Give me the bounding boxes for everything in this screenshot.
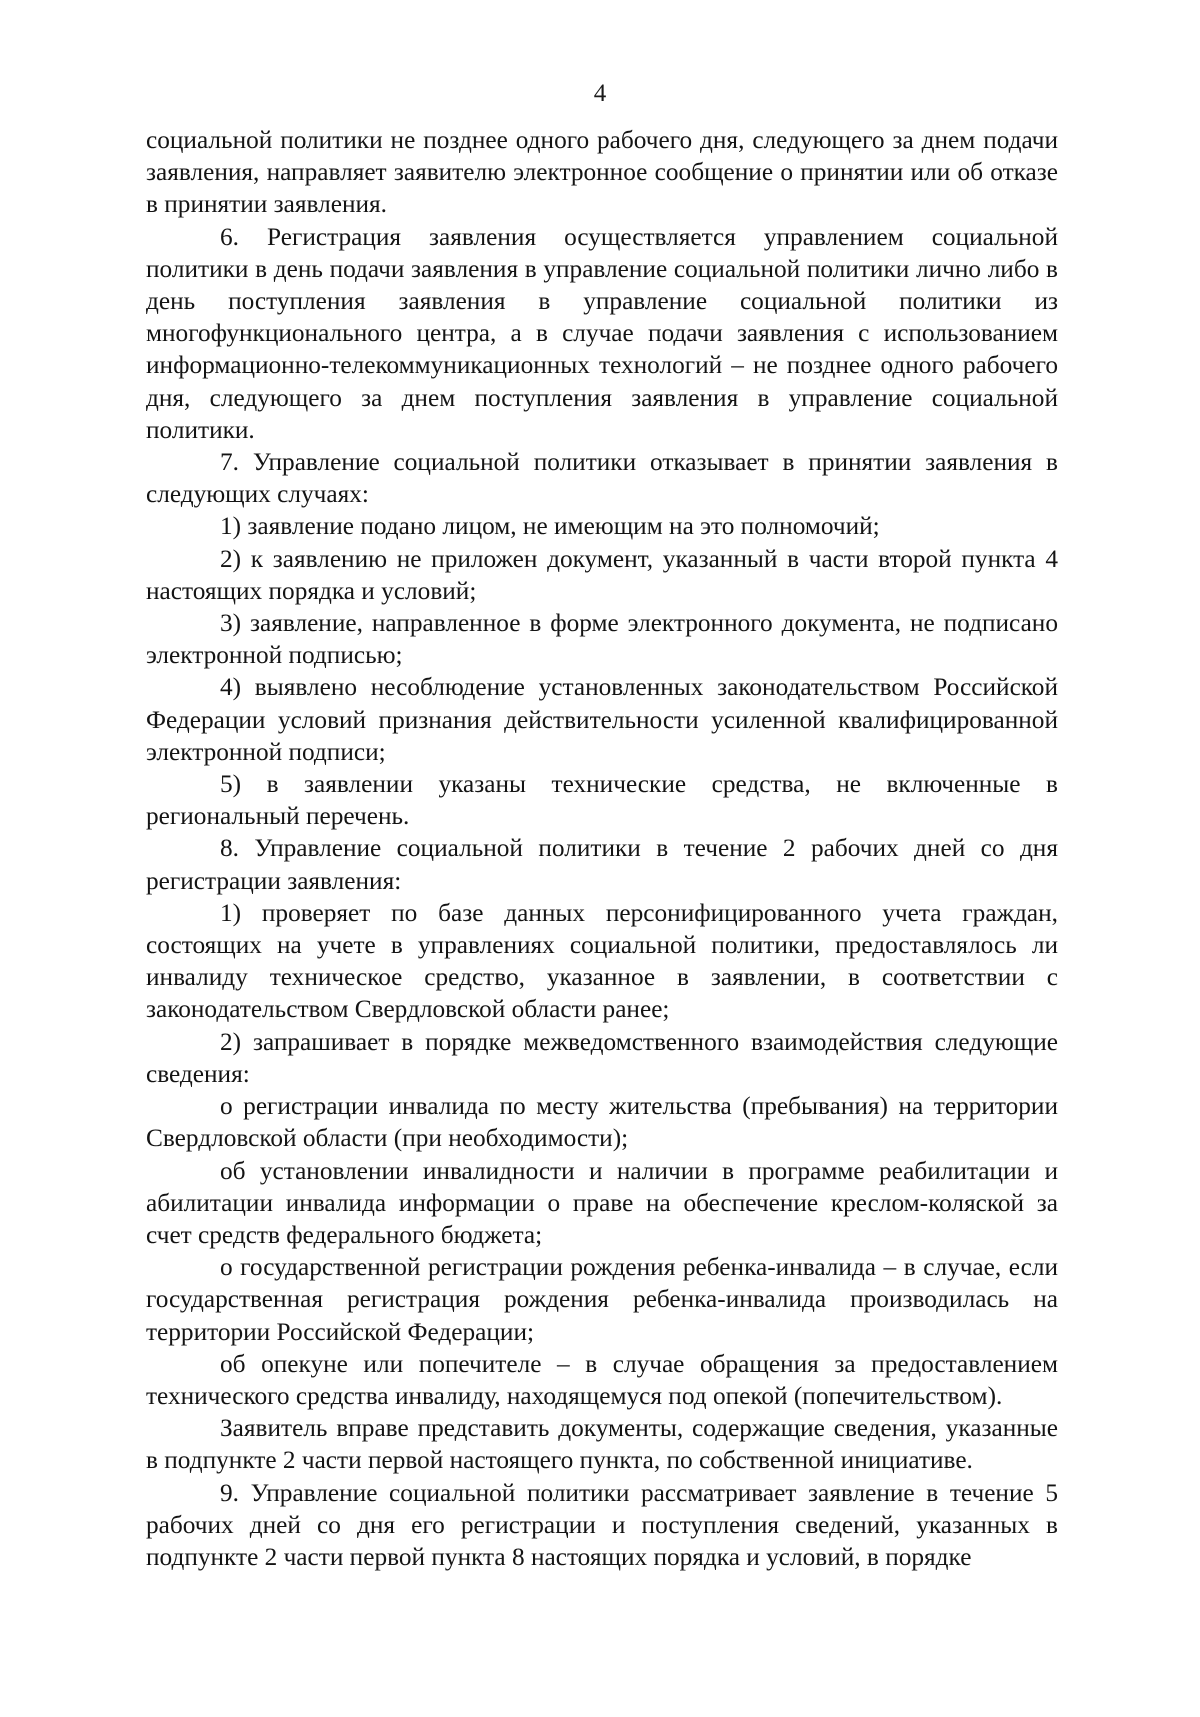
paragraph-applicant-right: Заявитель вправе представить документы, содержащие сведения, указанные в подпункте 2 части первой настоящего пункта, по собственной инициативе.	[146, 1414, 1058, 1475]
paragraph-item-8-2-disability: об установлении инвалидности и наличии в программе реабилитации и абилитации инвалида информации о праве на обеспечение креслом-коляской за счет средств федерального бюджета;	[146, 1156, 1058, 1249]
paragraph-item-7: 7. Управление социальной политики отказывает в принятии заявления в следующих случаях:	[146, 448, 1058, 509]
paragraph-item-8-2: 2) запрашивает в порядке межведомственного взаимодействия следующие сведения:	[146, 1027, 1058, 1088]
paragraph-item-8-1: 1) проверяет по базе данных персонифицированного учета граждан, состоящих на учете в управлениях социальной политики, предоставлялось ли инвалиду техническое средство, указанное в заявлении, в соответствии с законодательством Свердловской области ранее;	[146, 898, 1058, 1024]
paragraph-item-7-2: 2) к заявлению не приложен документ, указанный в части второй пункта 4 настоящих порядка и условий;	[146, 544, 1058, 605]
paragraph-item-9: 9. Управление социальной политики рассматривает заявление в течение 5 рабочих дней со дня его регистрации и поступления сведений, указанных в подпункте 2 части первой пункта 8 настоящих порядка и условий, в порядке	[146, 1478, 1058, 1571]
paragraph-item-8-2-birth: о государственной регистрации рождения ребенка-инвалида – в случае, если государственная регистрация рождения ребенка-инвалида производилась на территории Российской Федерации;	[146, 1253, 1058, 1346]
paragraph-item-8-2-guardian: об опекуне или попечителе – в случае обращения за предоставлением технического средства инвалиду, находящемуся под опекой (попечительством).	[146, 1349, 1058, 1410]
document-body	[146, 124, 1058, 1573]
paragraph-item-7-4: 4) выявлено несоблюдение установленных законодательством Российской Федерации условий признания действительности усиленной квалифицированной электронной подписи;	[146, 673, 1058, 766]
paragraph-item-8-2-residence: о регистрации инвалида по месту жительства (пребывания) на территории Свердловской области (при необходимости);	[146, 1092, 1058, 1153]
page-number: 4	[593, 80, 607, 107]
paragraph-item-8: 8. Управление социальной политики в течение 2 рабочих дней со дня регистрации заявления:	[146, 834, 1058, 895]
paragraph-item-7-3: 3) заявление, направленное в форме электронного документа, не подписано электронной подписью;	[146, 609, 1058, 670]
paragraph-item-6: 6. Регистрация заявления осуществляется управлением социальной политики в день подачи заявления в управление социальной политики лично либо в день поступления заявления в управление социальной политики из многофункционального центра, а в случае подачи заявления с использованием информационно-телекоммуникационных технологий – не позднее одного рабочего дня, следующего за днем поступления заявления в управление социальной политики.	[146, 222, 1058, 444]
paragraph-continuation: социальной политики не позднее одного рабочего дня, следующего за днем подачи заявления, направляет заявителю электронное сообщение о принятии или об отказе в принятии заявления.	[146, 126, 1058, 219]
paragraph-item-7-1: 1) заявление подано лицом, не имеющим на это полномочий;	[220, 512, 880, 541]
paragraph-item-7-5: 5) в заявлении указаны технические средства, не включенные в региональный перечень.	[146, 770, 1058, 831]
